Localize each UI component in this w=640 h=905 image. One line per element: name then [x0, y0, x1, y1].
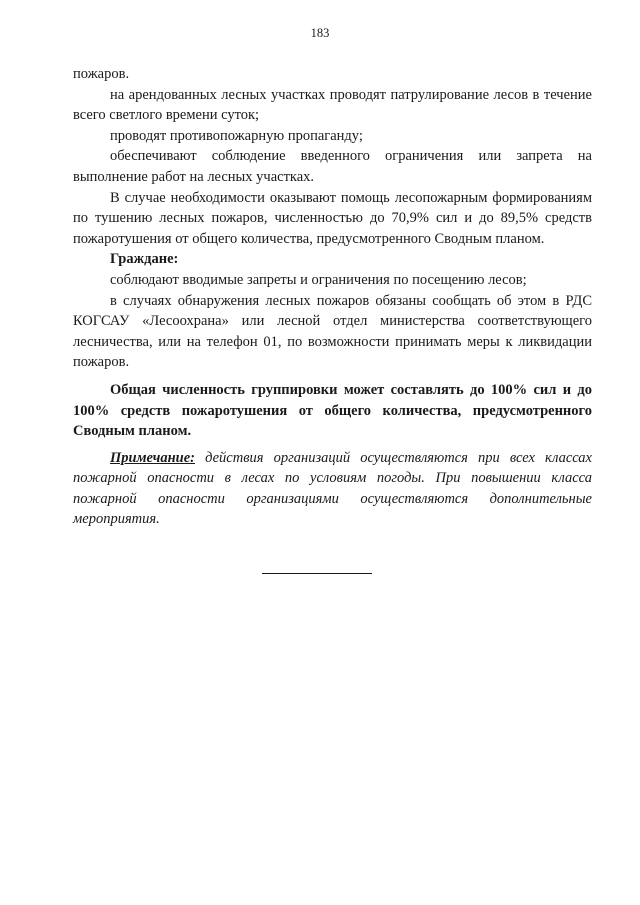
paragraph-continuation: пожаров. — [73, 66, 130, 82]
end-divider — [262, 573, 372, 574]
paragraph-patrol: на арендованных лесных участках проводят патрулирование лесов в течение всего светлого времени суток; — [73, 86, 592, 124]
paragraph-propaganda: проводят противопожарную пропаганду; — [110, 127, 363, 144]
citizens-paragraph-2: в случаях обнаружения лесных пожаров обязаны сообщать об этом в РДС КОГСАУ «Лесоохрана» или лесной отдел министерства соответствующего лесничества, или на телефон 01, по возможности принимать меры к ликвидации пожаров. — [73, 292, 592, 371]
note-text: действия организаций осуществляются при всех классах пожарной опасности в лесах по условиям погоды. При повышении класса пожарной опасности организациями осуществляются дополнительные мероприятия. — [73, 449, 592, 528]
note-label: Примечание: — [110, 449, 196, 466]
note-paragraph — [73, 448, 592, 530]
citizens-heading: Граждане: — [110, 251, 179, 268]
citizens-paragraph-1: соблюдают вводимые запреты и ограничения по посещению лесов; — [110, 271, 527, 288]
paragraph-restrictions: обеспечивают соблюдение введенного ограничения или запрета на выполнение работ на лесных участках. — [73, 148, 592, 185]
paragraph-assistance: В случае необходимости оказывают помощь лесопожарным формированиям по тушению лесных пожаров, численностью до 70,9% сил и до 89,5% средств пожаротушения от общего количества, предусмотренного Сводным планом. — [73, 189, 592, 247]
page-number: 183 — [310, 26, 330, 40]
body-text — [73, 64, 592, 530]
summary-paragraph: Общая численность группировки может составлять до 100% сил и до 100% средств пожаротушения от общего количества, предусмотренного Сводным планом. — [73, 381, 592, 440]
